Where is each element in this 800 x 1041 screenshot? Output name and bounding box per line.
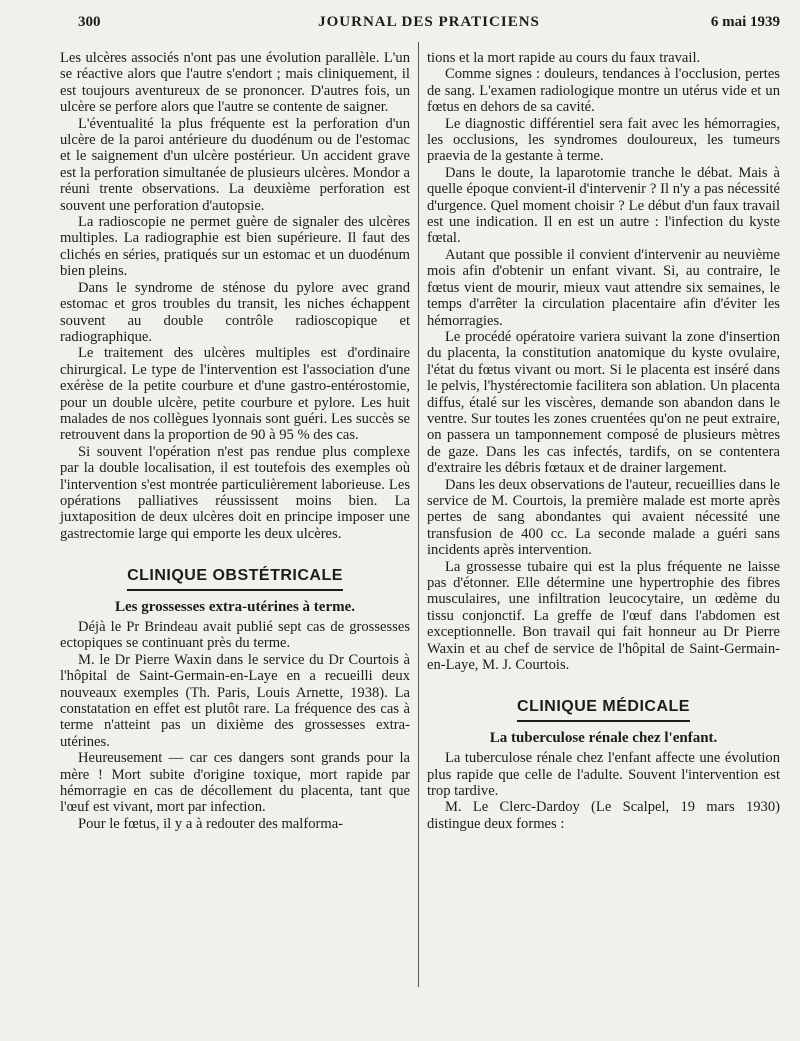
left-column xyxy=(60,50,410,832)
paragraph: M. Le Clerc-Dardoy (Le Scalpel, 19 mars 1930) distingue deux formes : xyxy=(427,799,780,832)
paragraph: L'éventualité la plus fréquente est la perforation d'un ulcère de la paroi antérieure du duodénum ou de l'estomac et le saignement d'un ulcère postérieur. Un accident grave est la perforation simultanée de plusieurs ulcères. Mondor a réuni trente observations. La deuxième perforation est souvent une perforation d'autopsie. xyxy=(60,115,410,214)
paragraph: Dans les deux observations de l'auteur, recueillies dans le service de M. Courtois, la première malade est morte après pertes de sang abondantes qui avaient nécessité une transfusion de 400 cc. La seconde malade a guéri sans incidents après intervention. xyxy=(427,476,780,559)
paragraph: Les ulcères associés n'ont pas une évolution parallèle. L'un se réactive alors que l'autre s'endort ; mais cliniquement, il est toujours aventureux de se prononcer. D'autres fois, un ulcère se perfore alors que l'autre se contente de saigner. xyxy=(60,50,410,116)
paragraph: Comme signes : douleurs, tendances à l'occlusion, pertes de sang. L'examen radiologique montre un utérus vide et un fœtus en dehors de sa cavité. xyxy=(427,66,780,116)
article-title: La tuberculose rénale chez l'enfant. xyxy=(489,729,718,746)
section-title: CLINIQUE OBSTÉTRICALE xyxy=(127,568,343,590)
paragraph: La radioscopie ne permet guère de signaler des ulcères multiples. La radiographie est bien supérieure. Il faut des clichés en séries, pratiqués sur un estomac et un duodénum bien pleins. xyxy=(60,214,410,280)
paragraph: La grossesse tubaire qui est la plus fréquente ne laisse pas d'étonner. Elle détermine une hypertrophie des fibres musculaires, une infiltration leucocytaire, un œdème du tissu conjonctif. La greffe de l'œuf dans l'abdomen est exceptionnelle. Bon travail qui fait honneur au Dr Pierre Waxin et au chef de service de l'hôpital de Saint-Germain-en-Laye, M. J. Courtois. xyxy=(427,558,780,674)
paragraph: Pour le fœtus, il y a à redouter des malforma- xyxy=(78,815,344,832)
paragraph: Heureusement — car ces dangers sont grands pour la mère ! Mort subite d'origine toxique, mort rapide par hémorragie en cas de décollement du placenta, tant que l'œuf est vivant, mort par infection. xyxy=(60,750,410,816)
paragraph: Autant que possible il convient d'intervenir au neuvième mois afin d'obtenir un enfant vivant. Si, au contraire, le fœtus vient de mourir, mieux vaut attendre six semaines, le temps d'arrêter la circulation placentaire afin d'éviter les hémorragies. xyxy=(427,246,780,329)
paragraph: Le diagnostic différentiel sera fait avec les hémorragies, les occlusions, les syndromes douloureux, les tumeurs praevia de la gestante à terme. xyxy=(427,115,780,165)
article-title: Les grossesses extra-utérines à terme. xyxy=(114,598,356,615)
issue-date: 6 mai 1939 xyxy=(710,14,780,30)
right-column xyxy=(427,50,780,832)
section-title: CLINIQUE MÉDICALE xyxy=(517,699,690,721)
paragraph: Si souvent l'opération n'est pas rendue plus complexe par la double localisation, il est toutefois des exemples où l'intervention s'est montrée particulièrement laborieuse. Les opérations palliatives réussissent moins bien. La juxtaposition de deux ulcères doit en principe imposer une gastrectomie large qui emporte les deux ulcères. xyxy=(60,443,410,542)
section-heading-obstetrics xyxy=(60,568,410,590)
page-header xyxy=(78,14,780,36)
paragraph: tions et la mort rapide au cours du faux travail. xyxy=(427,50,701,66)
paragraph: Le traitement des ulcères multiples est d'ordinaire chirurgical. Le type de l'intervention est l'association d'une exérèse de la petite courbure et d'une gastro-entérostomie, pour un double ulcère, petite courbure et pylore. Les huit malades de nos collègues lyonnais sont guéri. Les succès se retrouvent dans la proportion de 90 à 95 % des cas. xyxy=(60,345,410,444)
journal-title: JOURNAL DES PRATICIENS xyxy=(318,14,540,30)
column-divider xyxy=(418,42,419,987)
paragraph: Déjà le Pr Brindeau avait publié sept cas de grossesses ectopiques se continuant près du terme. xyxy=(60,619,410,652)
paragraph: Dans le doute, la laparotomie tranche le débat. Mais à quelle époque convient-il d'intervenir ? Il n'y a pas nécessité d'urgence. Quel moment choisir ? Le début d'un faux travail est une indication. Il en est un autre : l'infection du kyste fœtal. xyxy=(427,164,780,247)
paragraph: Le procédé opératoire variera suivant la zone d'insertion du placenta, la constitution anatomique du kyste ovulaire, l'état du fœtus vivant ou mort. Si le placenta est inséré dans le pelvis, l'hystérectomie facilitera son ablation. Un placenta diffus, étalé sur les viscères, demande son abandon dans le ventre. Sur toutes les zones cruentées qu'on ne peut extraire, on passera un tamponnement composé de plusieurs mètres de gaze. Dans les cas infectés, tardifs, on se contentera d'extraire les débris fœtaux et de drainer largement. xyxy=(427,328,780,477)
paragraph: Dans le syndrome de sténose du pylore avec grand estomac et gros troubles du transit, les niches échappent souvent au double contrôle radioscopique et radiographique. xyxy=(60,279,410,345)
paragraph: La tuberculose rénale chez l'enfant affecte une évolution plus rapide que celle de l'adulte. Souvent l'intervention est trop tardive. xyxy=(427,750,780,800)
paragraph: M. le Dr Pierre Waxin dans le service du Dr Courtois à l'hôpital de Saint-Germain-en-Laye en a recueilli deux nouveaux exemples (Th. Paris, Louis Arnette, 1938). La constatation en effet est plutôt rare. La fréquence des cas à terme n'atteint pas un dixième des grossesses extra-utérines. xyxy=(60,651,410,750)
page-number: 300 xyxy=(78,14,101,30)
section-heading-medicine xyxy=(427,699,780,721)
